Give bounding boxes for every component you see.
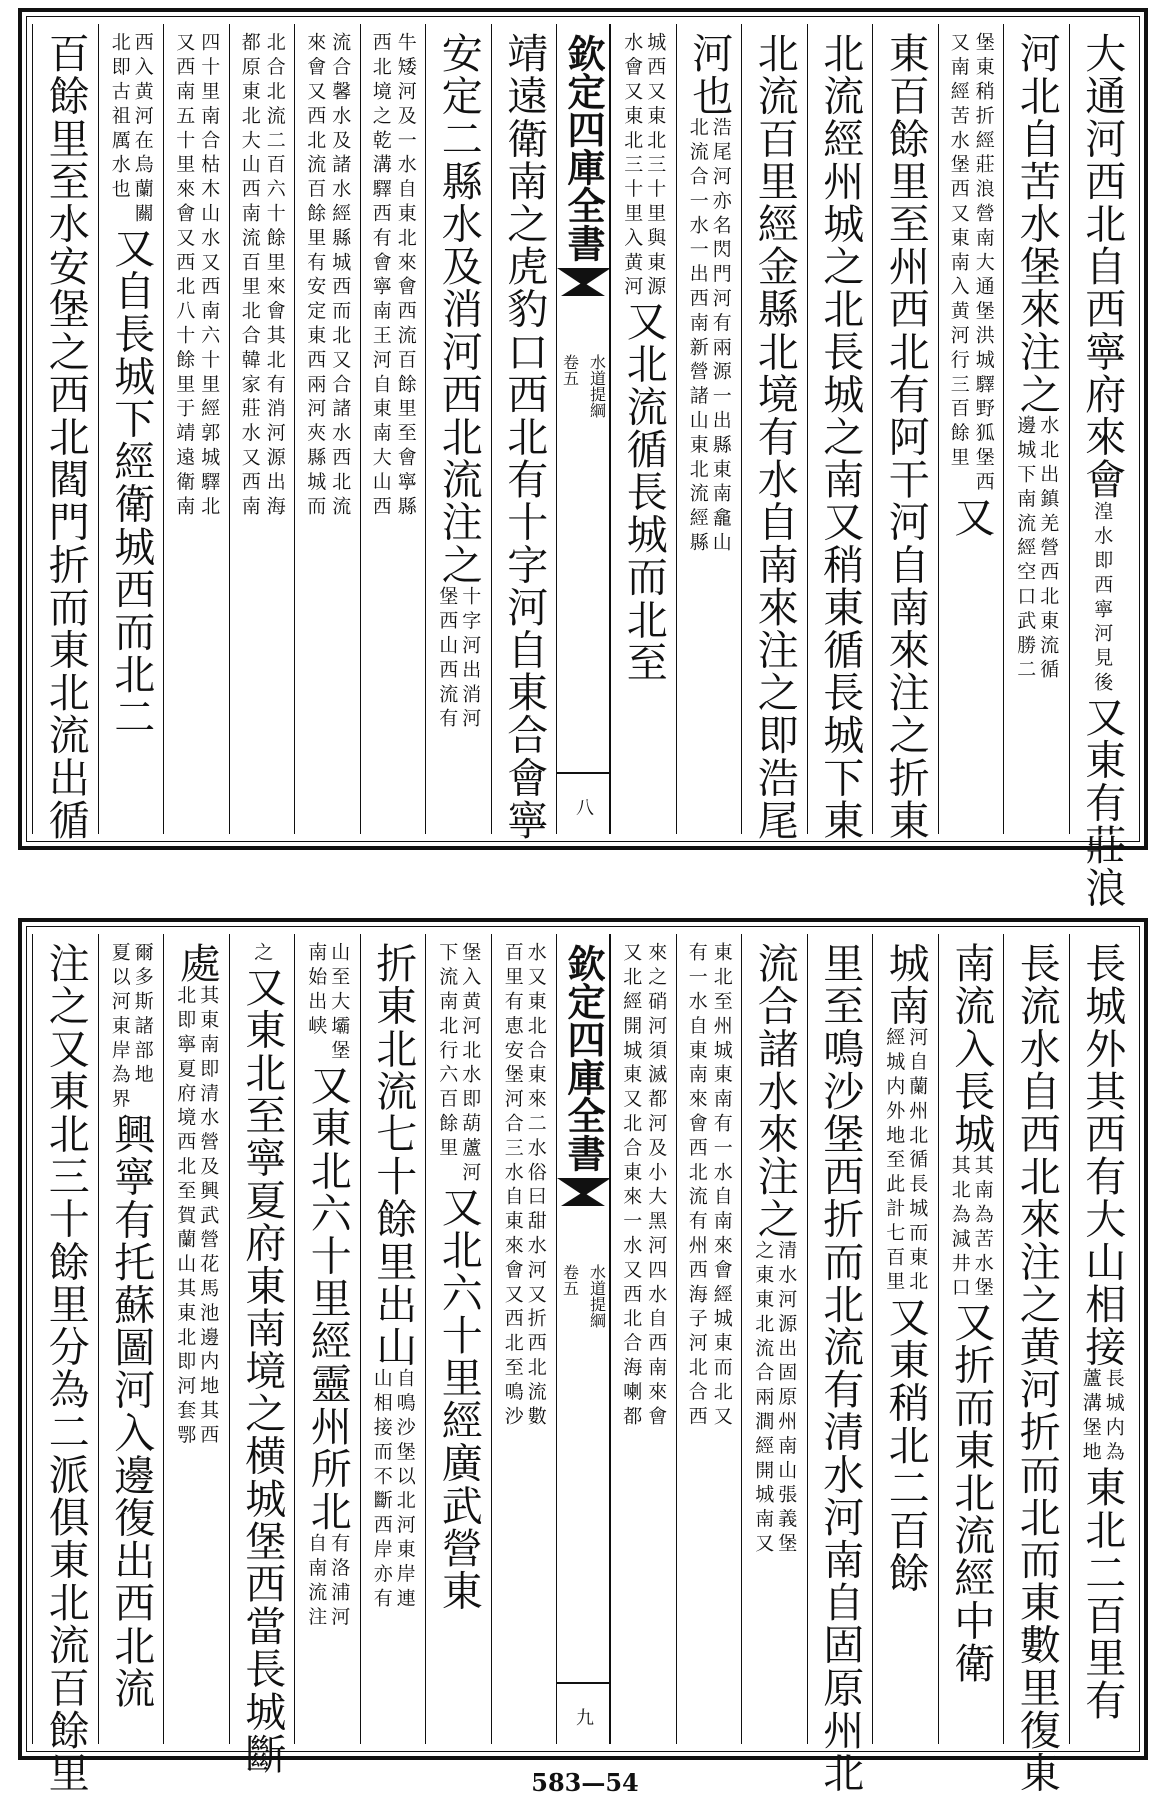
footer-page-number: 583—54 bbox=[531, 1768, 639, 1797]
annotation-line: 浩尾河亦名閃門河有兩源一出縣東南龕山 bbox=[709, 117, 732, 557]
annotation-line: 來之硝河須滅都河及小大黑河四水自西南來會 bbox=[645, 942, 668, 1430]
main-text: 河也 bbox=[685, 32, 734, 118]
annotation-line: 北合北流二百六十餘里來會其北有消河源出海 bbox=[263, 32, 286, 520]
main-text: 注之又東北三十餘里分為二派俱東北流百餘里 bbox=[41, 942, 90, 1794]
mixed-column bbox=[1070, 942, 1135, 1721]
text-column bbox=[610, 24, 676, 834]
annotation-group bbox=[688, 117, 730, 556]
annotation-line: 夏以河東岸為界 bbox=[108, 942, 131, 1113]
annotation-line: 西北境之乾溝驛西有會寧南王河自東南大山西 bbox=[369, 32, 392, 520]
annotation-line: 水又東北合東來二水俗曰甜水河又折西北流數 bbox=[524, 942, 547, 1430]
annotation-group bbox=[752, 1240, 798, 1558]
folio-number: 九 bbox=[573, 1708, 594, 1726]
main-text: 折東北流七十餘里出山 bbox=[369, 942, 418, 1368]
center-caption bbox=[557, 1246, 609, 1328]
annotation-line: 來會又西北流百餘里有安定東西兩河夾縣城而 bbox=[304, 32, 327, 520]
mixed-column bbox=[99, 32, 164, 738]
annotation-line: 之 bbox=[251, 942, 274, 967]
annotation-group bbox=[939, 32, 1004, 496]
text-column bbox=[610, 934, 676, 1744]
mixed-column bbox=[426, 32, 491, 732]
annotation-line: 湟水即西寧河見後 bbox=[1091, 500, 1114, 696]
center-divider bbox=[557, 772, 609, 774]
top-page-text-block bbox=[32, 24, 1134, 909]
text-column bbox=[294, 24, 360, 834]
mixed-column bbox=[611, 32, 676, 684]
center-caption bbox=[557, 336, 609, 418]
main-text: 河北自苦水堡來注之 bbox=[1012, 32, 1061, 416]
mixed-column bbox=[742, 942, 807, 1557]
main-text: 又北六十里經廣武營東 bbox=[434, 1186, 483, 1612]
mixed-column bbox=[492, 942, 557, 1430]
annotation-group bbox=[611, 942, 676, 1430]
text-column bbox=[807, 934, 873, 1794]
center-fold-column bbox=[556, 934, 610, 1744]
folio-number: 八 bbox=[573, 798, 594, 816]
volume-label: 卷五 bbox=[560, 354, 580, 386]
text-column bbox=[425, 24, 491, 834]
main-text: 安定二縣水及消河西北流注之 bbox=[434, 32, 483, 586]
text-column bbox=[741, 24, 807, 842]
mixed-column bbox=[164, 942, 229, 1448]
main-text: 里至鳴沙堡西折而北流有清水河南自固原州北 bbox=[816, 942, 865, 1794]
mixed-column bbox=[1004, 32, 1069, 684]
text-column bbox=[1069, 934, 1135, 1744]
annotation-line: 又北經開城東又北合東來一水又西北合海喇都 bbox=[620, 942, 643, 1430]
mixed-column bbox=[426, 942, 491, 1612]
annotation-line: 邊城下南流經空口武勝二 bbox=[1014, 415, 1037, 684]
mixed-column bbox=[361, 942, 426, 1612]
annotation-line: 河自蘭州北循長城而東北 bbox=[906, 1027, 929, 1296]
center-fold-column bbox=[556, 24, 610, 834]
annotation-line: 清水河源出固原州南山張義堡 bbox=[775, 1240, 798, 1558]
annotation-line: 水會又東北三十里入黄河 bbox=[621, 32, 644, 301]
annotation-line: 南始出峡 bbox=[305, 942, 328, 1040]
annotation-line: 有一水自東南來會西北流有州西海子河北合西 bbox=[685, 942, 708, 1430]
fishtail-mark-lower-icon bbox=[561, 1192, 605, 1206]
annotation-line: 自鳴沙堡以北河東岸連 bbox=[393, 1368, 416, 1612]
annotation-line: 四十里南合枯木山水又西南六十里經郭城驛北 bbox=[198, 32, 221, 520]
annotation-group bbox=[110, 942, 152, 1113]
main-text: 又 bbox=[947, 495, 996, 539]
annotation-line: 有洛浦河 bbox=[328, 1532, 351, 1631]
annotation-group bbox=[1014, 415, 1060, 684]
annotation-group bbox=[305, 942, 351, 1064]
book-series-title: 欽定四庫全書 bbox=[561, 944, 606, 1172]
text-column bbox=[938, 934, 1004, 1744]
main-text: 百餘里至水安堡之西北閻門折而東北流出循 bbox=[41, 32, 90, 842]
text-column bbox=[425, 934, 491, 1744]
text-column bbox=[872, 934, 938, 1744]
text-column bbox=[98, 24, 164, 834]
main-text: 東北二百里有 bbox=[1078, 1465, 1127, 1722]
annotation-line: 自南流注 bbox=[305, 1532, 328, 1631]
text-column bbox=[360, 24, 426, 834]
annotation-group bbox=[436, 942, 482, 1186]
section-title: 水道提綱 bbox=[587, 1264, 607, 1328]
text-column bbox=[676, 24, 742, 834]
book-series-title: 欽定四庫全書 bbox=[561, 34, 606, 262]
main-text: 靖遠衛南之虎豹口西北有十字河自東合會寧 bbox=[500, 32, 549, 842]
annotation-group bbox=[621, 32, 667, 301]
annotation-line: 東北至州城東南有一水自南來會經城東而北又 bbox=[710, 942, 733, 1430]
annotation-line: 蘆溝堡地 bbox=[1079, 1368, 1102, 1466]
text-column bbox=[1003, 24, 1069, 834]
annotation-line: 堡入黄河北水即葫蘆河 bbox=[459, 942, 482, 1186]
annotation-line: 北即寧夏府境西北至賀蘭山其東北即河套鄂 bbox=[174, 984, 197, 1449]
annotation-line: 百里有恵安堡河合三水自東來會又西北至鳴沙 bbox=[501, 942, 524, 1430]
annotation-line: 流合馨水及諸水經縣城西而北又合諸水西北流 bbox=[329, 32, 352, 520]
top-page bbox=[18, 8, 1148, 909]
main-text: 興寧有托蘇圖河入邊復出西北流 bbox=[107, 1112, 156, 1710]
annotation-line: 十字河出消河 bbox=[459, 585, 482, 733]
mixed-column bbox=[1070, 32, 1135, 909]
annotation-line: 又南經苦水堡西又東南入黄河行三百餘里 bbox=[947, 32, 970, 472]
annotation-line: 北即古祖厲水也 bbox=[108, 32, 131, 203]
text-column bbox=[229, 24, 295, 834]
annotation-line: 其東南即清水營及興武營花馬池邊内地其西 bbox=[197, 984, 220, 1449]
annotation-group bbox=[110, 32, 152, 227]
mixed-column bbox=[873, 942, 938, 1594]
main-text: 處 bbox=[172, 942, 221, 985]
annotation-group bbox=[677, 942, 742, 1430]
text-column bbox=[229, 934, 295, 1776]
mixed-column bbox=[295, 942, 360, 1630]
main-text: 北流百里經金縣北境有水自南來注之即浩尾 bbox=[750, 32, 799, 842]
annotation-line: 堡西山西流有 bbox=[436, 585, 459, 733]
mixed-column bbox=[939, 942, 1004, 1685]
main-text: 長城外其西有大山相接 bbox=[1078, 942, 1127, 1368]
annotation-line: 爾多斯諸部地 bbox=[131, 942, 154, 1089]
main-text: 北流經州城之北長城之南又稍東循長城下東 bbox=[816, 32, 865, 842]
text-column bbox=[491, 934, 557, 1744]
annotation-group bbox=[950, 1155, 992, 1301]
annotation-group bbox=[883, 1027, 929, 1296]
text-column bbox=[872, 24, 938, 842]
main-text: 又折而東北流經中衛 bbox=[947, 1301, 996, 1685]
text-column bbox=[294, 934, 360, 1744]
main-text: 南流入長城 bbox=[947, 942, 996, 1155]
main-text: 流合諸水來注之 bbox=[750, 942, 799, 1241]
annotation-line: 山相接而不斷西岸亦有 bbox=[370, 1368, 393, 1612]
text-column bbox=[807, 24, 873, 842]
annotation-group bbox=[361, 32, 426, 520]
center-divider bbox=[557, 1682, 609, 1684]
text-column bbox=[491, 24, 557, 842]
main-text: 又東北六十里經靈州所北 bbox=[303, 1064, 352, 1533]
annotation-line: 經城内外地至此計七百里 bbox=[883, 1027, 906, 1296]
text-column bbox=[938, 24, 1004, 834]
annotation-line: 又西南五十里來會又西北八十餘里于靖遠衛南 bbox=[173, 32, 196, 520]
main-text: 東百餘里至州西北有阿干河自南來注之折東 bbox=[881, 32, 930, 842]
main-text: 大通河西北自西寧府來會 bbox=[1078, 32, 1127, 501]
annotation-line: 之東東北流合兩澗經開城南又 bbox=[752, 1240, 775, 1558]
annotation-line: 水北出鎮羌營西北東流循 bbox=[1037, 415, 1060, 684]
mixed-column bbox=[677, 32, 742, 556]
section-title: 水道提綱 bbox=[587, 354, 607, 418]
annotation-line: 其北為減井口 bbox=[948, 1155, 971, 1302]
annotation-line: 城西又東北三十里與東源 bbox=[644, 32, 667, 301]
text-column bbox=[741, 934, 807, 1744]
annotation-line: 其南為苦水堡 bbox=[971, 1155, 994, 1302]
annotation-group bbox=[436, 585, 482, 733]
annotation-group bbox=[503, 942, 545, 1430]
annotation-line: 都原東北大山西南流百里北合韓家莊水又西南 bbox=[238, 32, 261, 520]
annotation-group bbox=[230, 32, 295, 520]
mixed-column bbox=[230, 942, 295, 1776]
mixed-column bbox=[99, 942, 164, 1709]
annotation-group bbox=[1091, 500, 1114, 696]
annotation-line: 長城内為 bbox=[1102, 1368, 1125, 1466]
volume-label: 卷五 bbox=[560, 1264, 580, 1296]
main-text: 城南 bbox=[881, 942, 930, 1028]
text-column bbox=[163, 24, 229, 834]
fishtail-mark-lower-icon bbox=[561, 282, 605, 296]
annotation-line: 下流南北行六百餘里 bbox=[436, 942, 459, 1162]
main-text: 又自長城下經衛城西而北二 bbox=[107, 227, 156, 739]
annotation-line: 西入黄河在烏蘭關 bbox=[131, 32, 154, 228]
text-column bbox=[1003, 934, 1069, 1794]
text-column bbox=[32, 24, 98, 842]
text-column bbox=[98, 934, 164, 1744]
main-text: 又東稍北二百餘 bbox=[881, 1295, 930, 1594]
main-text: 又北流循長城而北至 bbox=[619, 300, 668, 684]
annotation-group bbox=[174, 984, 220, 1449]
text-column bbox=[676, 934, 742, 1744]
annotation-group bbox=[164, 32, 229, 520]
annotation-line: 牛矮河及一水自東北來會西流百餘里至會寧縣 bbox=[394, 32, 417, 520]
annotation-line: 山至大壩堡 bbox=[328, 942, 351, 1064]
text-column bbox=[360, 934, 426, 1744]
main-text: 又東有莊浪 bbox=[1078, 695, 1127, 909]
text-column bbox=[163, 934, 229, 1744]
annotation-line: 堡東稍折經莊浪營南大通堡洪城驛野狐堡西 bbox=[972, 32, 995, 496]
annotation-group bbox=[295, 32, 360, 520]
annotation-group bbox=[305, 1532, 351, 1631]
annotation-group bbox=[1081, 1368, 1123, 1466]
main-text: 又東北至寧夏府東南境之横城堡西當長城斷 bbox=[238, 966, 287, 1776]
annotation-line: 北流合一水一出西南新營諸山東北流經縣 bbox=[686, 117, 709, 557]
text-column bbox=[32, 934, 98, 1794]
annotation-group bbox=[251, 942, 274, 967]
annotation-group bbox=[372, 1368, 414, 1612]
text-column bbox=[1069, 24, 1135, 909]
main-text: 長流水自西北來注之黄河折而北而東數里復東 bbox=[1012, 942, 1061, 1794]
